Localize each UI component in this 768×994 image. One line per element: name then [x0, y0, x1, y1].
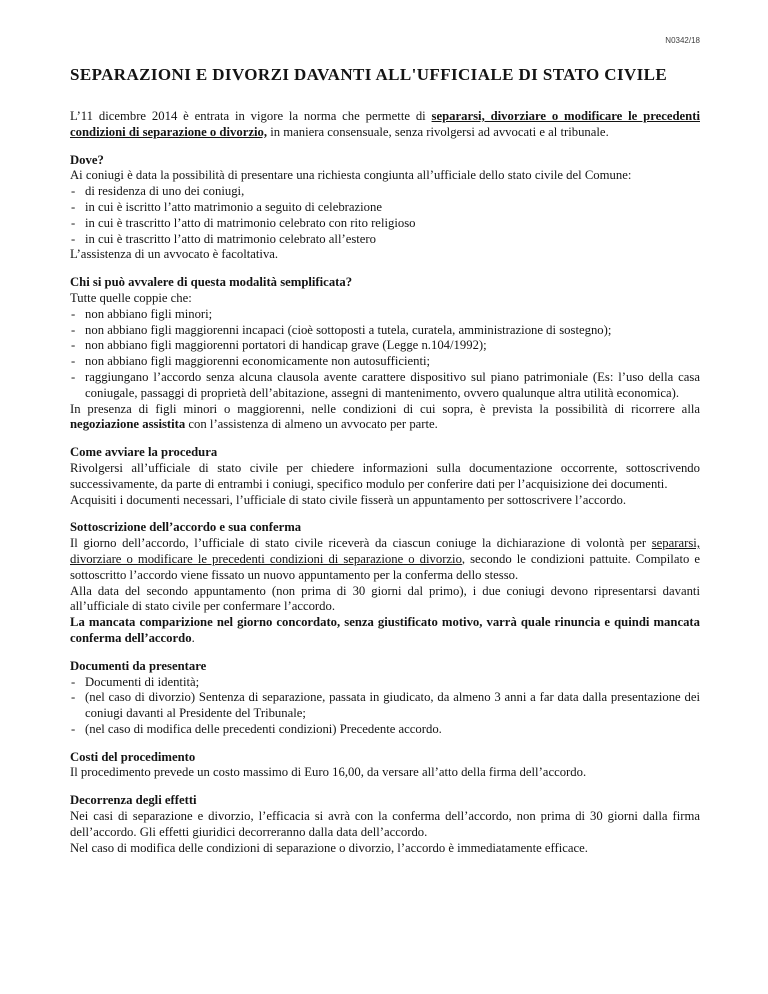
section-sottoscrizione-p2: Alla data del secondo appuntamento (non prima di 30 giorni dal primo), i due coniugi devono ripresentarsi davanti all’ufficiale di stato civile per confermare l’accordo.	[70, 583, 700, 614]
section-costi-heading: Costi del procedimento	[70, 749, 196, 764]
section-come	[70, 445, 700, 508]
bullet-dash: -	[71, 306, 76, 321]
section-sottoscrizione-p3	[70, 615, 700, 647]
list-item	[70, 200, 700, 216]
section-sottoscrizione-heading: Sottoscrizione dell’accordo e sua conferma	[70, 520, 302, 535]
sottoscrizione-p3-bold: La mancata comparizione nel giorno concordato, senza giustificato motivo, varrà quale rinuncia e quindi mancata conferma dell’accordo	[70, 615, 700, 645]
list-item-text: non abbiano figli maggiorenni portatori di handicap grave (Legge n.104/1992);	[85, 338, 487, 353]
list-item	[70, 722, 700, 738]
chi-footer-end: con l’assistenza di almeno un avvocato per parte.	[185, 417, 438, 432]
list-item-text: Documenti di identità;	[85, 674, 200, 689]
section-come-p1: Rivolgersi all’ufficiale di stato civile per chiedere informazioni sulla documentazione occorrente, sottoscrivendo successivamente, da parte di entrambi i coniugi, specifico modulo per conferire dati per l’acquisizione dei documenti.	[70, 460, 700, 491]
section-chi-lead: Tutte quelle coppie che:	[70, 290, 192, 305]
list-item-text: (nel caso di modifica delle precedenti condizioni) Precedente accordo.	[85, 721, 442, 736]
sottoscrizione-p1-end: , secondo le condizioni pattuite. Compilato e sottoscritto l’accordo viene fissato un nuovo appuntamento per la conferma dello stesso.	[70, 551, 700, 582]
section-dove-lead: Ai coniugi è data la possibilità di presentare una richiesta congiunta all’ufficiale dello stato civile del Comune:	[70, 168, 632, 183]
chi-footer-start: In presenza di figli minori o maggiorenni, nelle condizioni di cui sopra, è prevista la possibilità di ricorrere alla	[70, 401, 700, 416]
intro-text-end: in maniera consensuale, senza rivolgersi ad avvocati e al tribunale.	[267, 124, 609, 139]
bullet-dash: -	[71, 184, 76, 199]
section-costi	[70, 750, 700, 782]
list-item-text: non abbiano figli minori;	[85, 306, 213, 321]
list-item	[70, 184, 700, 200]
page-title: SEPARAZIONI E DIVORZI DAVANTI ALL'UFFICIALE DI STATO CIVILE	[70, 65, 668, 84]
sottoscrizione-p3-period: .	[191, 630, 195, 645]
list-item-text: in cui è trascritto l’atto di matrimonio celebrato con rito religioso	[85, 215, 416, 230]
section-chi-heading: Chi si può avvalere di questa modalità semplificata?	[70, 275, 353, 290]
bullet-dash: -	[71, 354, 76, 369]
list-item-text: non abbiano figli maggiorenni incapaci (cioè sottoposti a tutela, curatela, amministrazione di sostegno);	[85, 322, 612, 337]
section-dove-footer: L’assistenza di un avvocato è facoltativa.	[70, 247, 279, 262]
sottoscrizione-p1-start: Il giorno dell’accordo, l’ufficiale di stato civile riceverà da ciascun coniuge la dichiarazione di volontà per	[70, 536, 652, 551]
section-decorrenza-p2: Nel caso di modifica delle condizioni di separazione o divorzio, l’accordo è immediatamente efficace.	[70, 840, 588, 855]
list-item	[70, 307, 700, 323]
bullet-dash: -	[71, 215, 76, 230]
list-item-text: in cui è trascritto l’atto di matrimonio celebrato all’estero	[85, 231, 377, 246]
list-item	[70, 216, 700, 232]
bullet-dash: -	[71, 721, 76, 736]
bullet-dash: -	[71, 231, 76, 246]
list-item	[70, 232, 700, 248]
sottoscrizione-p1-underline: separarsi, divorziare o modificare le precedenti condizioni di separazione o divorzio	[70, 536, 700, 566]
list-item-text: in cui è iscritto l’atto matrimonio a seguito di celebrazione	[85, 199, 383, 214]
section-chi-footer	[70, 402, 700, 434]
list-item	[70, 675, 700, 691]
section-sottoscrizione	[70, 520, 700, 646]
bullet-dash: -	[71, 674, 76, 689]
intro-paragraph	[70, 109, 700, 141]
bullet-dash: -	[71, 690, 76, 705]
list-item	[70, 323, 700, 339]
chi-footer-bold: negoziazione assistita	[70, 417, 186, 432]
section-come-p2: Acquisiti i documenti necessari, l’ufficiale di stato civile fisserà un appuntamento per sottoscrivere l’accordo.	[70, 492, 627, 507]
list-item-text: raggiungano l’accordo senza alcuna clausola avente carattere dispositivo sul piano patrimoniale (Es: l’uso della casa coniugale, passaggi di proprietà dell’abitazione, assegni di mantenimento, ovvero qualunque altra utilità economica).	[85, 369, 700, 400]
intro-text-start: L’11 dicembre 2014 è entrata in vigore la norma che permette di	[70, 109, 432, 123]
list-item-text: (nel caso di divorzio) Sentenza di separazione, passata in giudicato, da almeno 3 anni a far data dalla presentazione dei coniugi davanti al Presidente del Tribunale;	[85, 690, 700, 721]
section-documenti-heading: Documenti da presentare	[70, 658, 207, 673]
list-item	[70, 370, 700, 402]
section-documenti	[70, 659, 700, 738]
section-costi-p1: Il procedimento prevede un costo massimo di Euro 16,00, da versare all’atto della firma dell’accordo.	[70, 765, 587, 780]
section-come-heading: Come avviare la procedura	[70, 445, 218, 460]
bullet-dash: -	[71, 369, 76, 384]
section-sottoscrizione-p1	[70, 536, 700, 583]
list-item	[70, 338, 700, 354]
section-decorrenza	[70, 793, 700, 856]
list-item-text: di residenza di uno dei coniugi,	[85, 184, 245, 199]
list-item	[70, 690, 700, 722]
list-item	[70, 354, 700, 370]
doc-reference-number: N0342/18	[665, 36, 700, 45]
bullet-dash: -	[71, 322, 76, 337]
section-chi	[70, 275, 700, 433]
section-decorrenza-heading: Decorrenza degli effetti	[70, 793, 197, 808]
bullet-dash: -	[71, 338, 76, 353]
section-dove	[70, 153, 700, 264]
bullet-dash: -	[71, 199, 76, 214]
section-decorrenza-p1: Nei casi di separazione e divorzio, l’efficacia si avrà con la conferma dell’accordo, non prima di 30 giorni dalla firma dell’accordo. Gli effetti giuridici decorreranno dalla data dell’accordo.	[70, 809, 700, 839]
document-body	[70, 109, 700, 856]
section-dove-heading: Dove?	[70, 152, 104, 167]
intro-text-emphasis: separarsi, divorziare o modificare le precedenti condizioni di separazione o divorzio,	[70, 109, 700, 139]
list-item-text: non abbiano figli maggiorenni economicamente non autosufficienti;	[85, 354, 431, 369]
